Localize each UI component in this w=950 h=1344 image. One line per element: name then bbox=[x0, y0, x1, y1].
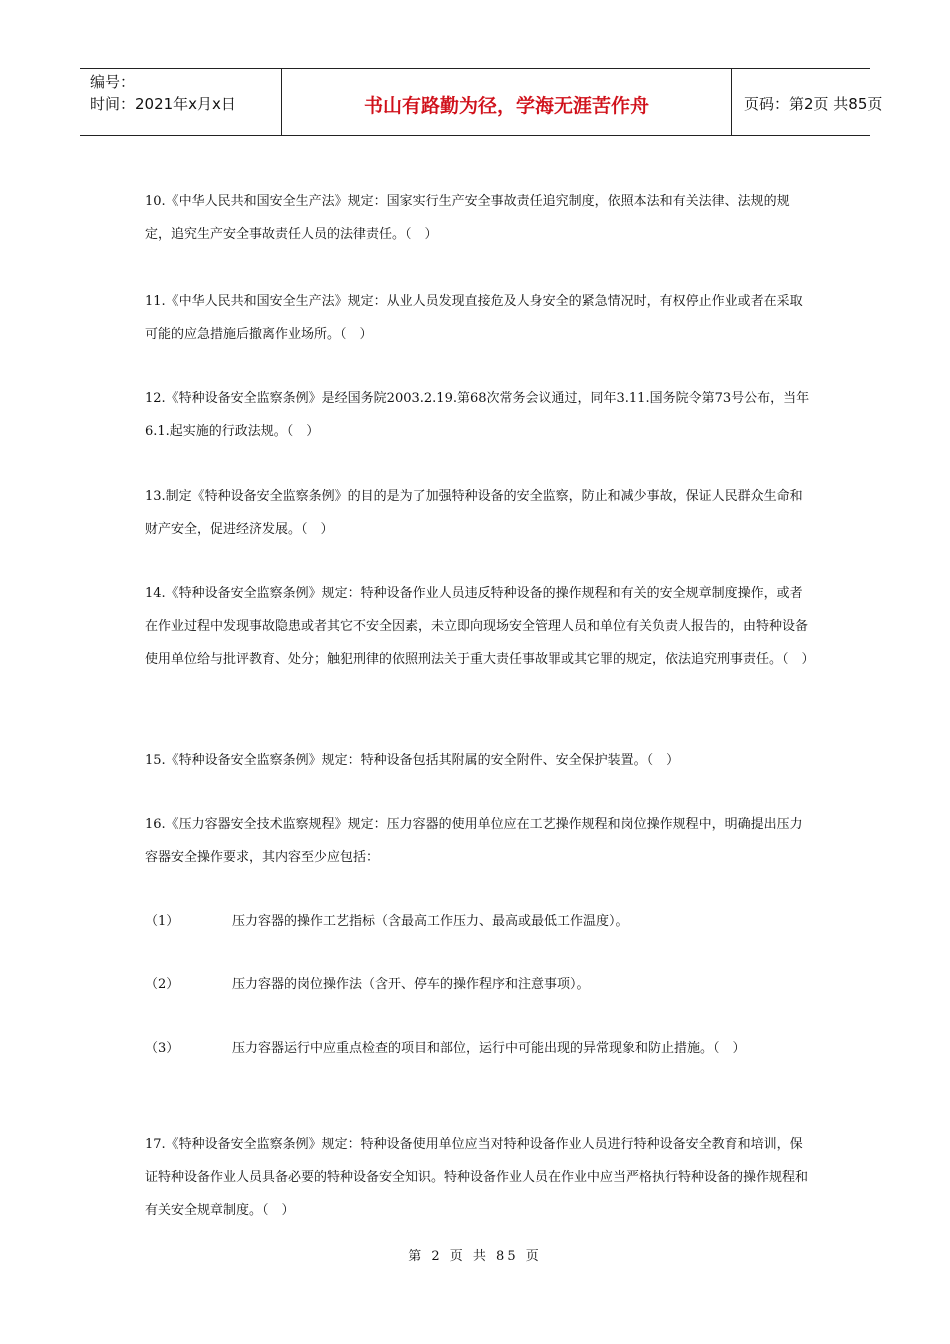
page-footer: 第 2 页 共 85 页 bbox=[408, 1249, 542, 1264]
header-motto: 书山有路勤为径，学海无涯苦作舟 bbox=[363, 95, 649, 117]
sub-item-text: 压力容器运行中应重点检查的项目和部位，运行中可能出现的异常现象和防止措施。（ ） bbox=[232, 1041, 746, 1056]
question-12: 12.《特种设备安全监察条例》是经国务院2003.2.19.第68次常务会议通过，同年3.11.国务院令第73号公布，当年6.1.起实施的行政法规。（ ） bbox=[145, 391, 810, 439]
page-header bbox=[80, 68, 883, 136]
header-page-cell bbox=[732, 69, 883, 135]
question-14: 14.《特种设备安全监察条例》规定：特种设备作业人员违反特种设备的操作规程和有关的安全规章制度操作，或者在作业过程中发现事故隐患或者其它不安全因素，未立即向现场安全管理人员和单位有关负责人报告的，由特种设备使用单位给与批评教育、处分；触犯刑律的依照刑法关于重大责任事故罪或其它罪的规定，依法追究刑事责任。（ ） bbox=[145, 586, 815, 667]
question-16: 16.《压力容器安全技术监察规程》规定：压力容器的使用单位应在工艺操作规程和岗位操作规程中，明确提出压力容器安全操作要求，其内容至少应包括： bbox=[145, 817, 803, 865]
question-15: 15.《特种设备安全监察条例》规定：特种设备包括其附属的安全附件、安全保护装置。（ ） bbox=[145, 753, 680, 768]
header-motto-cell bbox=[282, 69, 732, 135]
header-meta-cell bbox=[80, 69, 282, 135]
question-17: 17.《特种设备安全监察条例》规定：特种设备使用单位应当对特种设备作业人员进行特种设备安全教育和培训，保证特种设备作业人员具备必要的特种设备安全知识。特种设备作业人员在作业中应当严格执行特种设备的操作规程和有关安全规章制度。（ ） bbox=[145, 1137, 809, 1218]
document-date: 时间：2021年x月x日 bbox=[90, 95, 236, 113]
sub-item-number: （1） bbox=[145, 914, 180, 929]
question-11: 11.《中华人民共和国安全生产法》规定：从业人员发现直接危及人身安全的紧急情况时，有权停止作业或者在采取可能的应急措施后撤离作业场所。（ ） bbox=[145, 294, 803, 342]
header-page-code: 页码：第2页 共85页 bbox=[744, 95, 883, 113]
sub-item-text: 压力容器的操作工艺指标（含最高工作压力、最高或最低工作温度）。 bbox=[232, 914, 629, 929]
question-13: 13.制定《特种设备安全监察条例》的目的是为了加强特种设备的安全监察，防止和减少事故，保证人民群众生命和财产安全，促进经济发展。（ ） bbox=[145, 489, 803, 537]
sub-item-number: （3） bbox=[145, 1041, 180, 1056]
question-10: 10.《中华人民共和国安全生产法》规定：国家实行生产安全事故责任追究制度，依照本法和有关法律、法规的规定，追究生产安全事故责任人员的法律责任。（ ） bbox=[145, 194, 790, 242]
sub-item-number: （2） bbox=[145, 977, 180, 992]
sub-item-text: 压力容器的岗位操作法（含开、停车的操作程序和注意事项）。 bbox=[232, 977, 590, 992]
document-number-label: 编号： bbox=[90, 73, 136, 91]
